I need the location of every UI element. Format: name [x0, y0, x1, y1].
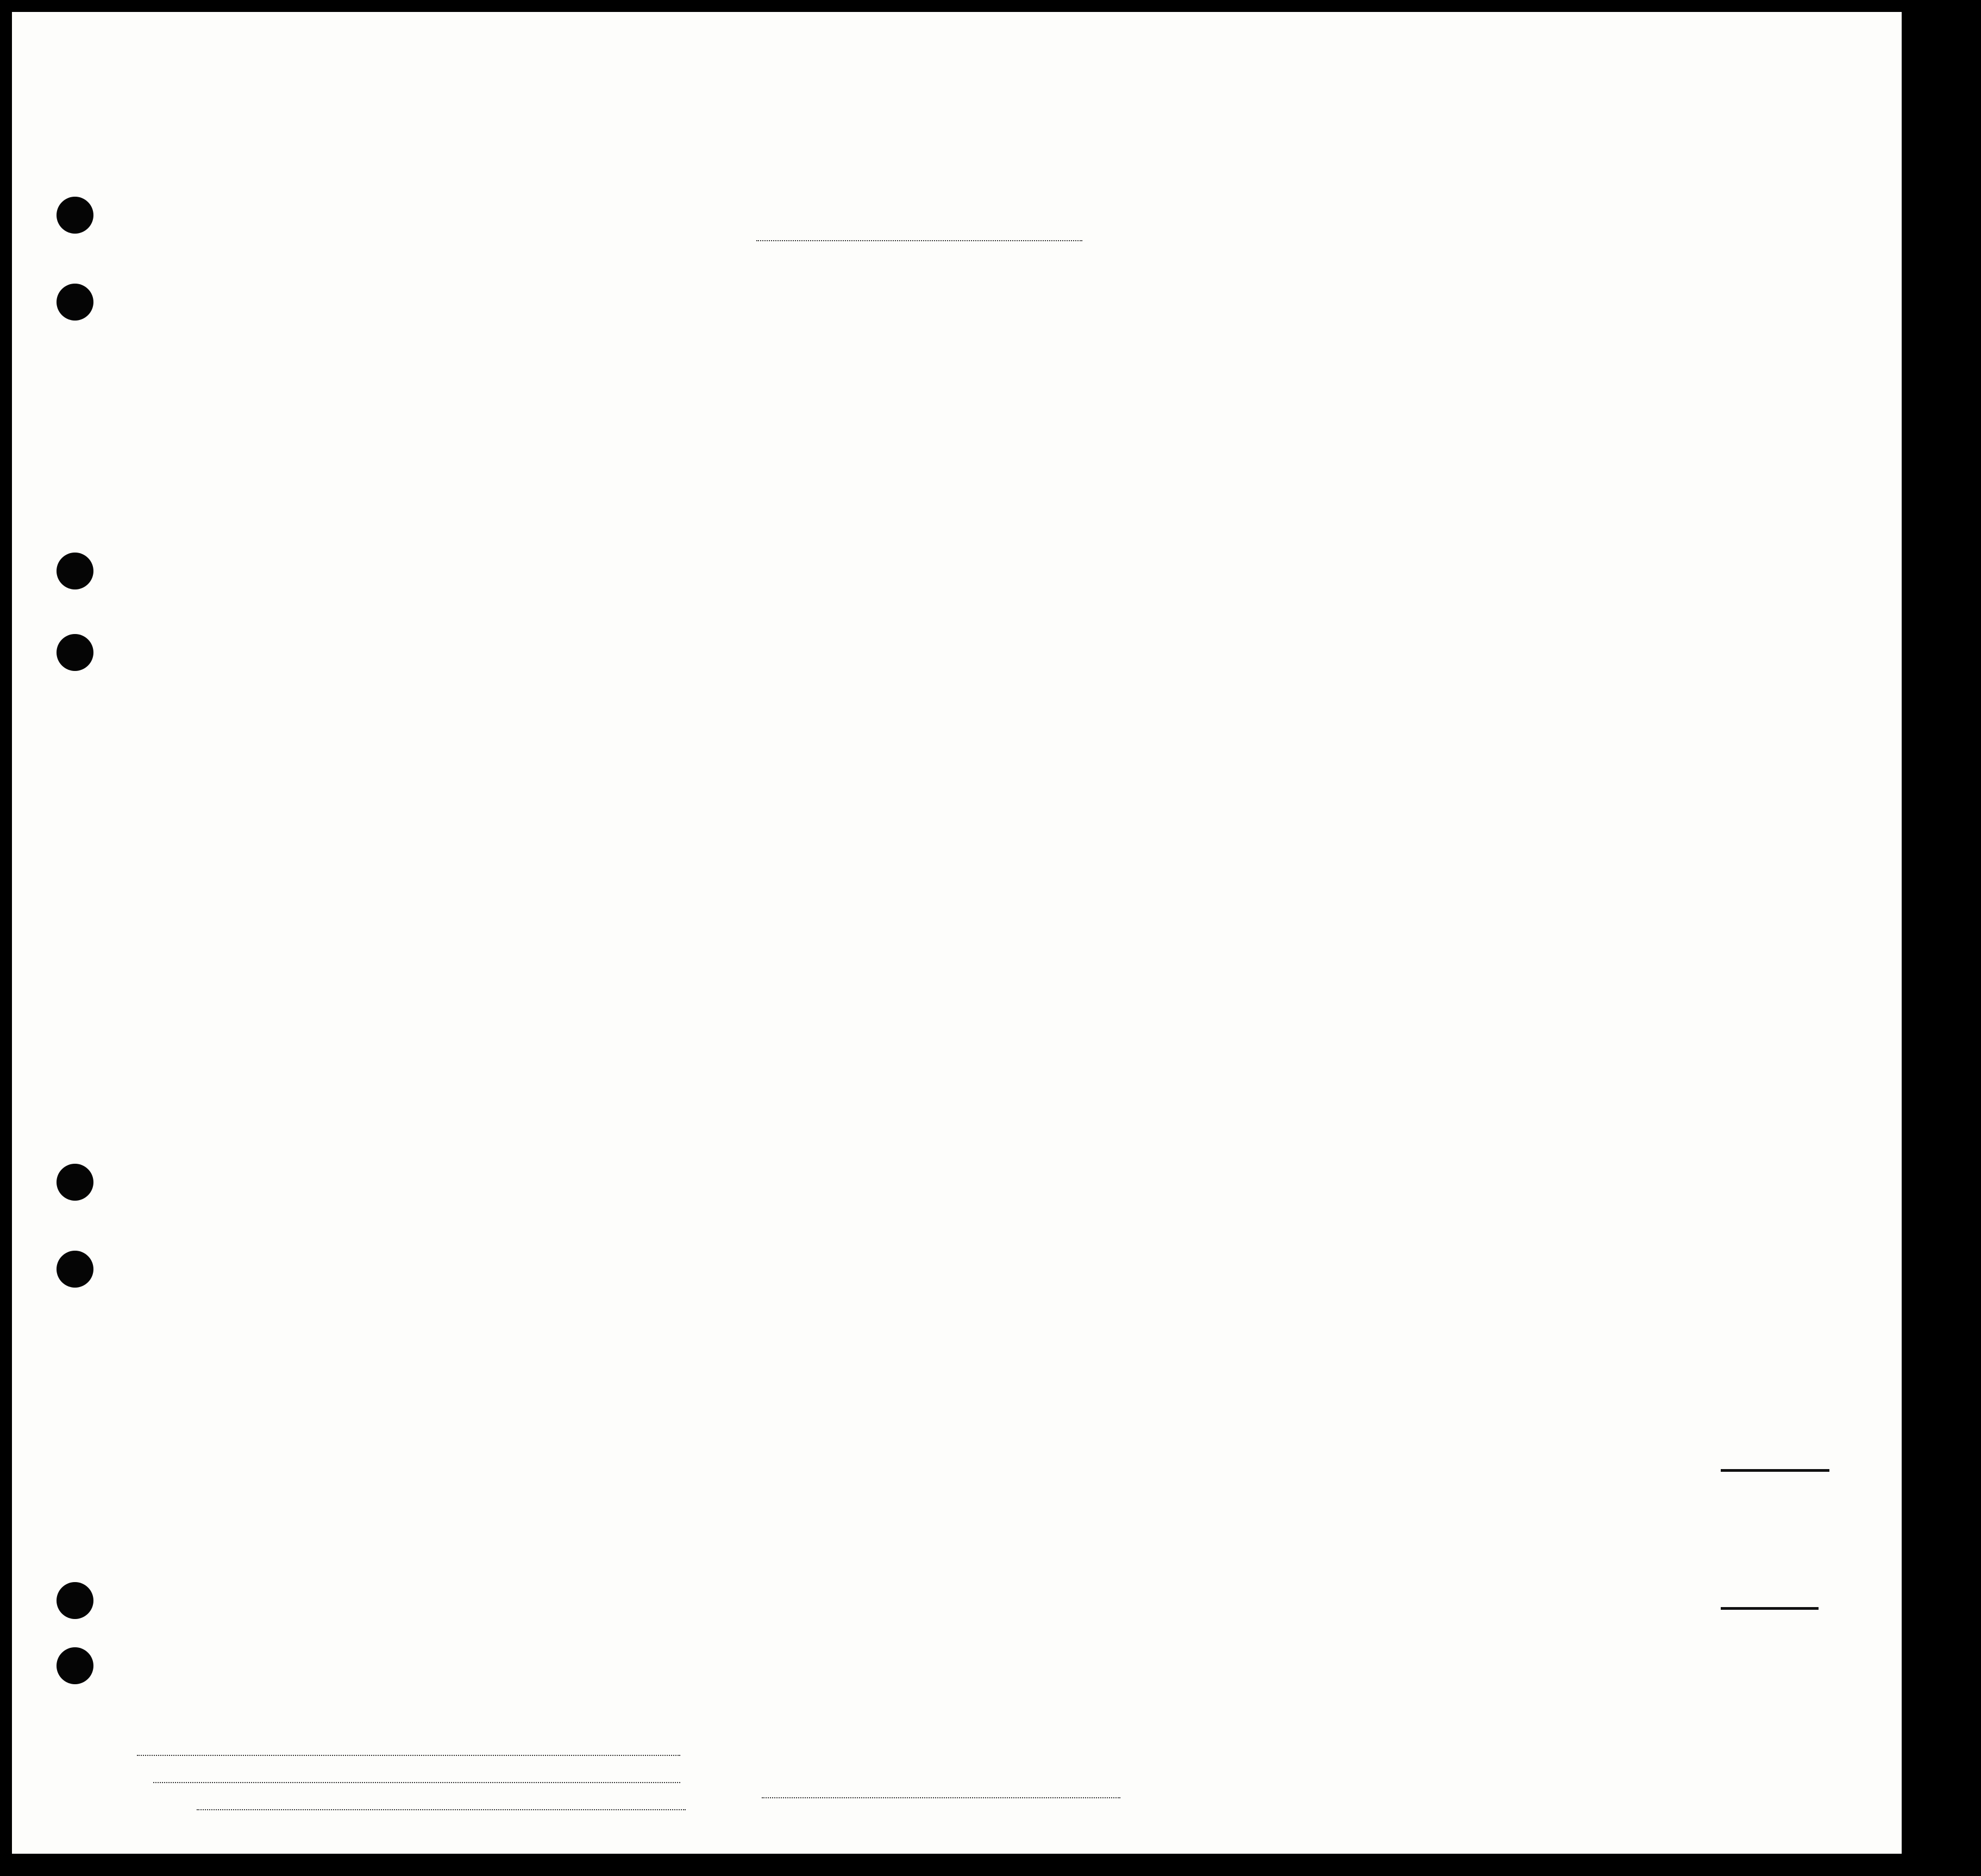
dotted-rule [762, 1797, 1120, 1798]
table-rules [104, 251, 1897, 1653]
punch-hole [57, 1647, 93, 1684]
manifest-page [12, 12, 1902, 1854]
dotted-rule [137, 1755, 680, 1756]
punch-hole [57, 1582, 93, 1619]
crew-table [104, 251, 1897, 1653]
strike-line [1721, 1469, 1829, 1472]
vessel-line [216, 218, 1759, 251]
dotted-rule [756, 240, 1082, 241]
punch-hole [57, 634, 93, 671]
dotted-rule [153, 1782, 680, 1783]
punch-hole [57, 197, 93, 234]
punch-hole [57, 284, 93, 321]
strike-line [1721, 1607, 1819, 1610]
punch-hole [57, 553, 93, 589]
punch-hole [57, 1251, 93, 1288]
dotted-rule [197, 1809, 686, 1810]
punch-hole [57, 1164, 93, 1201]
